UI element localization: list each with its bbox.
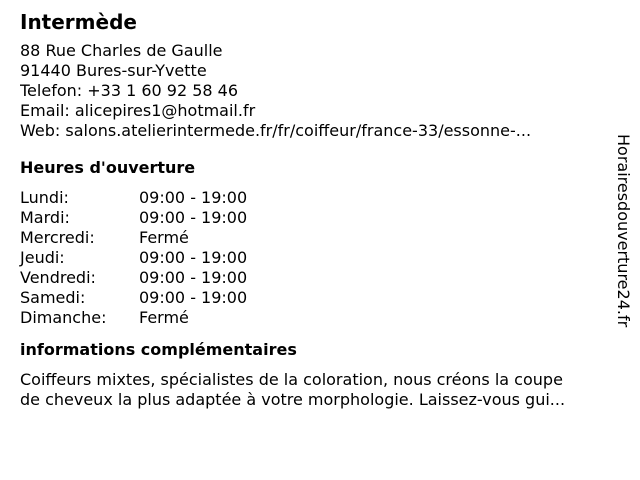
hours-day: Jeudi:	[20, 248, 65, 267]
hours-day: Mardi:	[20, 208, 70, 227]
email-line: Email: alicepires1@hotmail.fr	[20, 101, 256, 120]
hours-time: 09:00 - 19:00	[139, 268, 248, 287]
opening-hours-table	[20, 188, 616, 328]
hours-row-thursday	[20, 248, 616, 268]
hours-time: 09:00 - 19:00	[139, 288, 248, 307]
hours-time: Fermé	[139, 308, 189, 327]
description-line-2: de cheveux la plus adaptée à votre morphologie. Laissez-vous gui...	[20, 390, 566, 409]
hours-time: 09:00 - 19:00	[139, 248, 248, 267]
additional-info-title: informations complémentaires	[20, 340, 297, 359]
phone-line: Telefon: +33 1 60 92 58 46	[20, 81, 239, 100]
address-line-1: 88 Rue Charles de Gaulle	[20, 41, 223, 60]
hours-time: 09:00 - 19:00	[139, 208, 248, 227]
site-watermark: Horairesdouverture24.fr	[614, 134, 633, 328]
business-card	[20, 9, 616, 410]
hours-time: Fermé	[139, 228, 189, 247]
web-line: Web: salons.atelierintermede.fr/fr/coiffeur/france-33/essonne-...	[20, 121, 532, 140]
hours-day: Vendredi:	[20, 268, 96, 287]
hours-row-tuesday	[20, 208, 616, 228]
business-name: Intermède	[20, 10, 137, 34]
hours-row-monday	[20, 188, 616, 208]
description-line-1: Coiffeurs mixtes, spécialistes de la coloration, nous créons la coupe	[20, 370, 563, 389]
opening-hours-title: Heures d'ouverture	[20, 158, 196, 177]
hours-day: Dimanche:	[20, 308, 107, 327]
hours-row-wednesday	[20, 228, 616, 248]
hours-time: 09:00 - 19:00	[139, 188, 248, 207]
hours-row-saturday	[20, 288, 616, 308]
hours-day: Mercredi:	[20, 228, 95, 247]
hours-row-friday	[20, 268, 616, 288]
hours-row-sunday	[20, 308, 616, 328]
address-line-2: 91440 Bures-sur-Yvette	[20, 61, 207, 80]
hours-day: Lundi:	[20, 188, 69, 207]
hours-day: Samedi:	[20, 288, 86, 307]
